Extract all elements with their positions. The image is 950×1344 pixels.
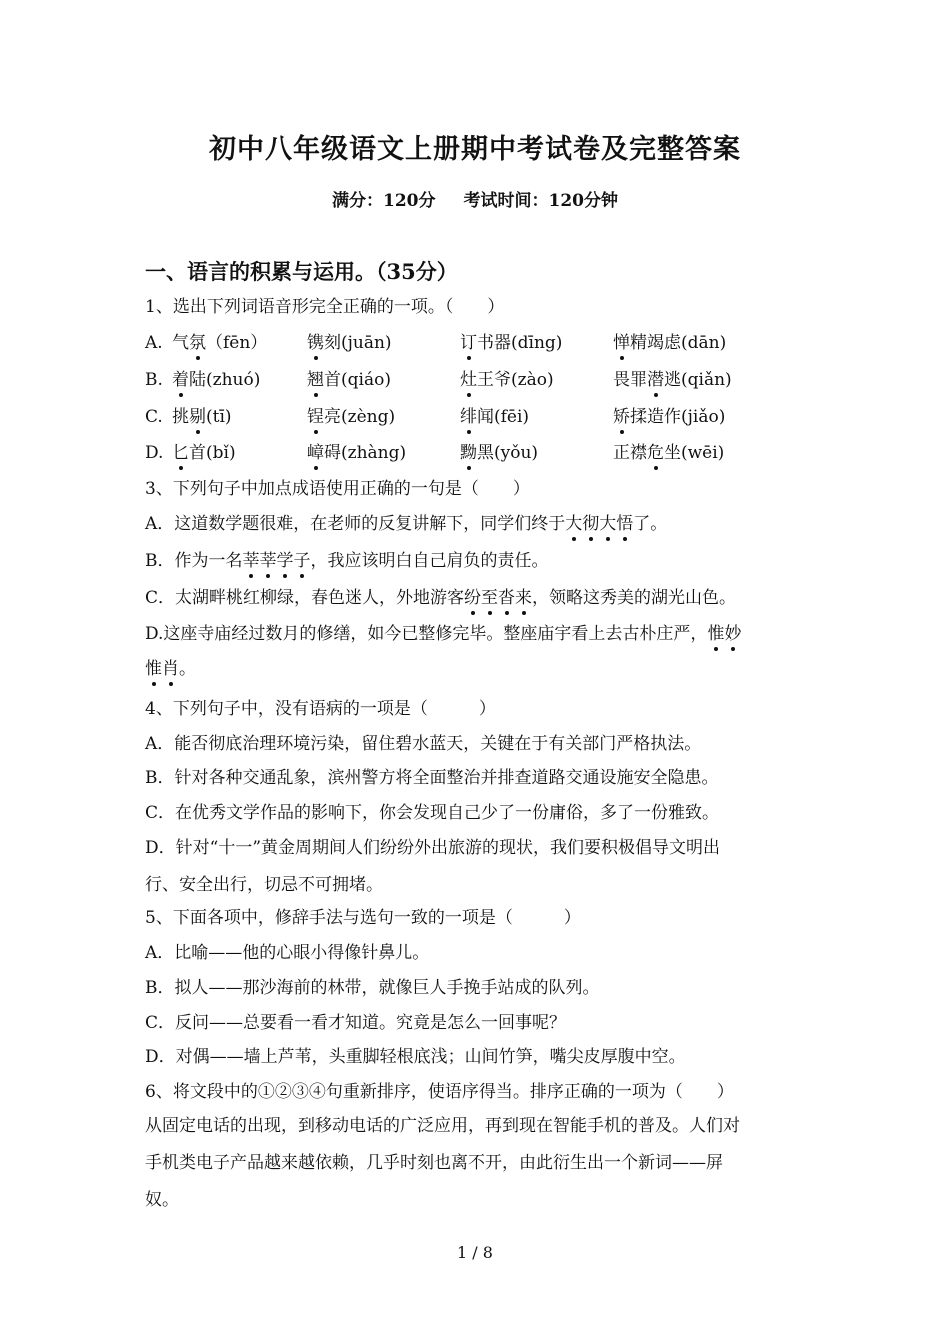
- question-3-option-a: A．这道数学题很难，在老师的反复讲解下，同学们终于大彻大悟了。: [145, 514, 668, 534]
- question-3-option-d-cont: 惟肖。: [145, 659, 196, 679]
- question-5-option-d: D．对偶——墙上芦苇，头重脚轻根底浅；山间竹笋，嘴尖皮厚腹中空。: [145, 1047, 686, 1067]
- option-item: 气氛（fēn）: [172, 333, 268, 353]
- option-label: D.: [145, 443, 164, 463]
- question-4-option-d-cont: 行、安全出行，切忌不可拥堵。: [145, 875, 383, 895]
- option-item: 灶王爷(zào): [460, 370, 554, 390]
- option-item: 正襟危坐(wēi): [613, 443, 725, 463]
- option-item: 锃亮(zèng): [307, 407, 396, 427]
- exam-time: 考试时间：120分钟: [463, 191, 618, 211]
- option-item: 挑剔(tī): [172, 407, 232, 427]
- question-3-option-d: D.这座寺庙经过数月的修缮，如今已整修完毕。整座庙宇看上去古朴庄严，惟妙: [145, 624, 742, 644]
- option-item: 黝黑(yǒu): [460, 443, 539, 463]
- option-label: B.: [145, 370, 163, 390]
- exam-meta: [0, 186, 950, 211]
- question-6-passage-line: 奴。: [145, 1190, 179, 1210]
- question-5-option-a: A．比喻——他的心眼小得像针鼻儿。: [145, 943, 430, 963]
- option-item: 绯闻(fēi): [460, 407, 530, 427]
- option-item: 畏罪潜逃(qiǎn): [613, 370, 732, 390]
- option-item: 惮精竭虑(dān): [613, 333, 727, 353]
- option-item: 嶂碍(zhàng): [307, 443, 407, 463]
- exam-title: 初中八年级语文上册期中考试卷及完整答案: [209, 134, 741, 165]
- question-4-option-b: B．针对各种交通乱象，滨州警方将全面整治并排查道路交通设施安全隐患。: [145, 768, 719, 788]
- question-5-option-c: C．反问——总要看一看才知道。究竟是怎么一回事呢？: [145, 1013, 567, 1033]
- question-1-stem: 1、选出下列词语音形完全正确的一项。（ ）: [145, 297, 505, 317]
- question-3-option-c: C．太湖畔桃红柳绿，春色迷人，外地游客纷至沓来，领略这秀美的湖光山色。: [145, 588, 737, 608]
- question-4-option-d: D．针对“十一”黄金周期间人们纷纷外出旅游的现状，我们要积极倡导文明出: [145, 838, 721, 858]
- page-number: 1 / 8: [457, 1243, 493, 1262]
- option-item: 矫揉造作(jiǎo): [613, 407, 726, 427]
- question-5-stem: 5、下面各项中，修辞手法与选句一致的一项是（ ）: [145, 908, 581, 928]
- option-item: 翘首(qiáo): [307, 370, 391, 390]
- option-item: 匕首(bǐ): [172, 443, 236, 463]
- option-label: C.: [145, 407, 163, 427]
- question-4-option-a: A．能否彻底治理环境污染，留住碧水蓝天，关键在于有关部门严格执法。: [145, 734, 702, 754]
- question-4-stem: 4、下列句子中，没有语病的一项是（ ）: [145, 699, 496, 719]
- question-5-option-b: B．拟人——那沙海前的林带，就像巨人手挽手站成的队列。: [145, 978, 600, 998]
- option-item: 订书器(dīng): [460, 333, 563, 353]
- question-4-option-c: C．在优秀文学作品的影响下，你会发现自己少了一份庸俗，多了一份雅致。: [145, 803, 720, 823]
- question-6-passage-line: 手机类电子产品越来越依赖，几乎时刻也离不开，由此衍生出一个新词——屏: [145, 1153, 723, 1173]
- section-heading: 一、语言的积累与运用。（35分）: [145, 259, 458, 284]
- option-item: 镌刻(juān): [307, 333, 392, 353]
- question-3-option-b: B．作为一名莘莘学子，我应该明白自己肩负的责任。: [145, 551, 549, 571]
- question-6-stem: 6、将文段中的①②③④句重新排序，使语序得当。排序正确的一项为（ ）: [145, 1082, 734, 1102]
- question-6-passage-line: 从固定电话的出现，到移动电话的广泛应用，再到现在智能手机的普及。人们对: [145, 1116, 740, 1136]
- question-3-stem: 3、下列句子中加点成语使用正确的一句是（ ）: [145, 479, 530, 499]
- option-label: A.: [145, 333, 163, 353]
- option-item: 着陆(zhuó): [172, 370, 261, 390]
- full-score: 满分：120分: [332, 191, 436, 211]
